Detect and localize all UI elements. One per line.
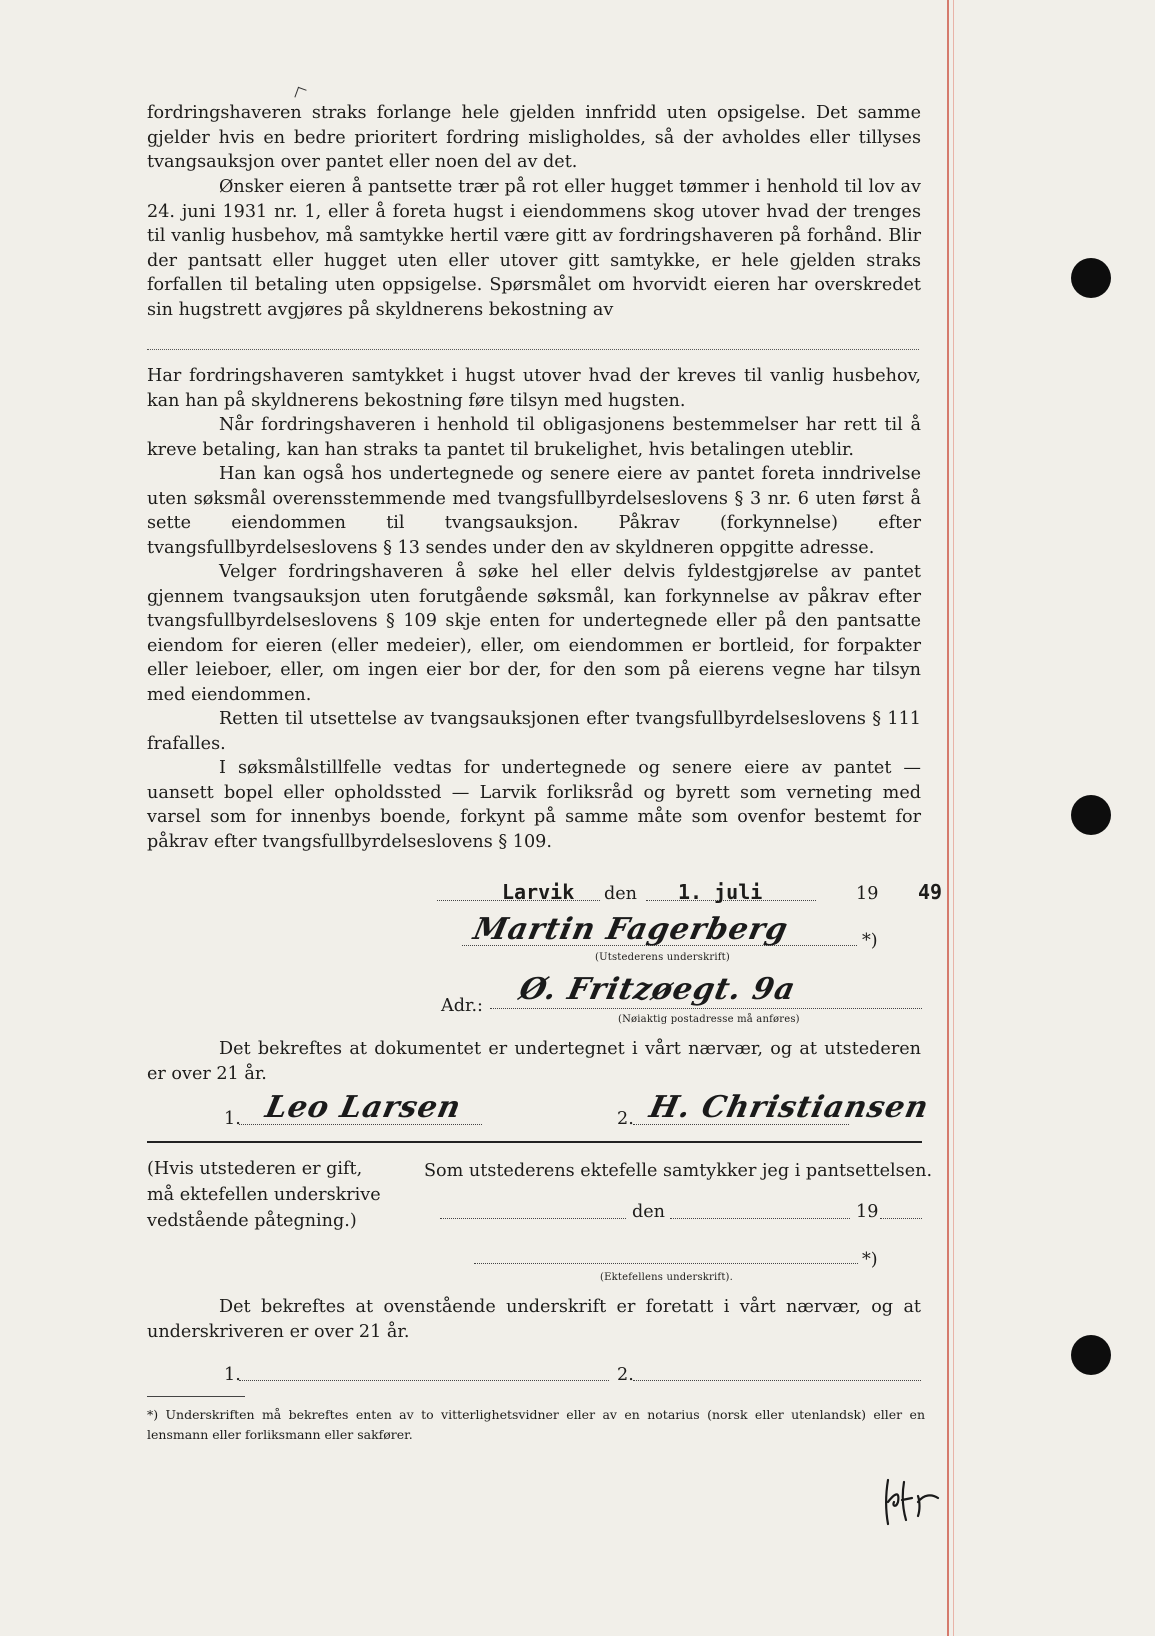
handwritten-initials bbox=[880, 1472, 950, 1532]
margin-line bbox=[947, 0, 949, 1636]
issuer-footnote-marker: *) bbox=[862, 931, 878, 951]
witness-2-signature: H. Christiansen bbox=[646, 1090, 933, 1125]
spouse-caption: (Ektefellens underskrift). bbox=[600, 1272, 734, 1283]
spouse-den-label: den bbox=[632, 1202, 666, 1222]
den-label: den bbox=[604, 884, 638, 904]
blank-fill-line bbox=[147, 349, 919, 350]
spouse-year-line bbox=[880, 1218, 922, 1219]
address-value: Ø. Fritzøegt. 9a bbox=[516, 972, 799, 1007]
spouse-place-line bbox=[440, 1218, 626, 1219]
address-label: Adr.: bbox=[441, 996, 483, 1016]
witness-statement: Det bekreftes at dokumentet er undertegnet i vårt nærvær, og at utstederen er over 21 år. bbox=[147, 1039, 921, 1084]
spouse-witness-1-line bbox=[239, 1380, 609, 1381]
witness-1-signature: Leo Larsen bbox=[262, 1090, 465, 1125]
date-value: 1. juli bbox=[678, 880, 763, 904]
margin-line-secondary bbox=[953, 0, 954, 1636]
year-prefix: 19 bbox=[856, 884, 879, 904]
witness-2-number: 2. bbox=[617, 1109, 634, 1129]
paragraph-timber-clause: Ønsker eieren å pantsette trær på rot eller hugget tømmer i henhold til lov av 24. juni 1931 nr. 1, eller å foreta hugst i eiendommens skog utover hvad der trenges til vanlig husbehov, må samtykke hertil være gitt av fordringshaveren på forhånd. Blir der pantsatt eller hugget uten eller utover gitt samtykke, er hele gjelden straks forfallen til betaling uten oppsigelse. Spørsmålet om hvorvidt eieren har overskredet sin hugstrett avgjøres på skyldnerens bekostning av bbox=[147, 177, 921, 320]
paragraph-auction: Velger fordringshaveren å søke hel eller delvis fyldestgjørelse av pantet gjennem tvangsauksjon uten forutgående søksmål, kan forkynnelse av påkrav efter tvangsfullbyrdelseslovens § 109 skje enten for undertegnede eller på den pantsatte eiendom for eieren (eller medeier), eller, om eiendommen er bortleid, for forpakter eller leieboer, eller, om ingen eier bor der, for den som på eierens vegne har tilsyn med eiendommen. bbox=[147, 562, 921, 705]
paragraph-enforcement: Han kan også hos undertegnede og senere eiere av pantet foreta inndrivelse uten søksmål overensstemmende med tvangsfullbyrdelseslovens § 3 nr. 6 uten først å sette eiendommen til tvangsauksjon. Påkrav (forkynnelse) efter tvangsfullbyrdelseslovens § 13 sendes under den av skyldneren oppgitte adresse. bbox=[147, 464, 921, 558]
pencil-mark bbox=[294, 87, 306, 100]
punch-hole bbox=[1071, 795, 1111, 835]
spouse-witness-2-number: 2. bbox=[617, 1365, 634, 1385]
address-caption: (Nøiaktig postadresse må anføres) bbox=[618, 1014, 800, 1025]
paragraph-default-clause: fordringshaveren straks forlange hele gjelden innfridd uten opsigelse. Det samme gjelder hvis en bedre prioritert fordring misligholdes, så der avholdes eller tillyses tvangsauksjon over pantet eller noen del av det. bbox=[147, 103, 921, 172]
spouse-signature-line bbox=[474, 1263, 858, 1264]
paragraph-postponement: Retten til utsettelse av tvangsauksjonen efter tvangsfullbyrdelseslovens § 111 frafalles. bbox=[147, 709, 921, 754]
punch-hole bbox=[1071, 1335, 1111, 1375]
spouse-witness-1-number: 1. bbox=[224, 1365, 241, 1385]
place-value: Larvik bbox=[502, 880, 575, 904]
paragraph-possession: Når fordringshaveren i henhold til obligasjonens bestemmelser har rett til å kreve betaling, kan han straks ta pantet til brukelighet, hvis betalingen uteblir. bbox=[147, 415, 921, 460]
spouse-witness-2-line bbox=[633, 1380, 921, 1381]
spouse-witness-statement: Det bekreftes at ovenstående underskrift er foretatt i vårt nærvær, og at underskriveren er over 21 år. bbox=[147, 1297, 921, 1342]
paragraph-supervision: Har fordringshaveren samtykket i hugst utover hvad der kreves til vanlig husbehov, kan han på skyldnerens bekostning føre tilsyn med hugsten. bbox=[147, 366, 921, 411]
witness-1-number: 1. bbox=[224, 1109, 241, 1129]
spouse-year-prefix: 19 bbox=[856, 1202, 879, 1222]
section-divider bbox=[147, 1141, 922, 1143]
spouse-note: (Hvis utstederen er gift, må ektefellen underskrive vedstående påtegning.) bbox=[147, 1159, 381, 1231]
issuer-caption: (Utstederens underskrift) bbox=[595, 952, 730, 963]
footnote: *) Underskriften må bekreftes enten av to vitterlighetsvidner eller av en notarius (norsk eller utenlandsk) eller en lensmann eller forliksmann eller sakfører. bbox=[147, 1407, 925, 1442]
punch-hole bbox=[1071, 258, 1111, 298]
spouse-date-line bbox=[670, 1218, 850, 1219]
footnote-rule bbox=[147, 1396, 245, 1397]
issuer-signature: Martin Fagerberg bbox=[470, 912, 792, 947]
year-suffix: 49 bbox=[918, 880, 943, 904]
paragraph-venue: I søksmålstillfelle vedtas for undertegnede og senere eiere av pantet — uansett bopel eller opholdssted — Larvik forliksråd og byrett som verneting med varsel som for innenbys boende, forkynt på samme måte som ovenfor bestemt for påkrav efter tvangsfullbyrdelseslovens § 109. bbox=[147, 758, 921, 852]
address-line bbox=[490, 1008, 922, 1009]
spouse-footnote-marker: *) bbox=[862, 1250, 878, 1270]
spouse-consent: Som utstederens ektefelle samtykker jeg i pantsettelsen. bbox=[424, 1161, 933, 1181]
